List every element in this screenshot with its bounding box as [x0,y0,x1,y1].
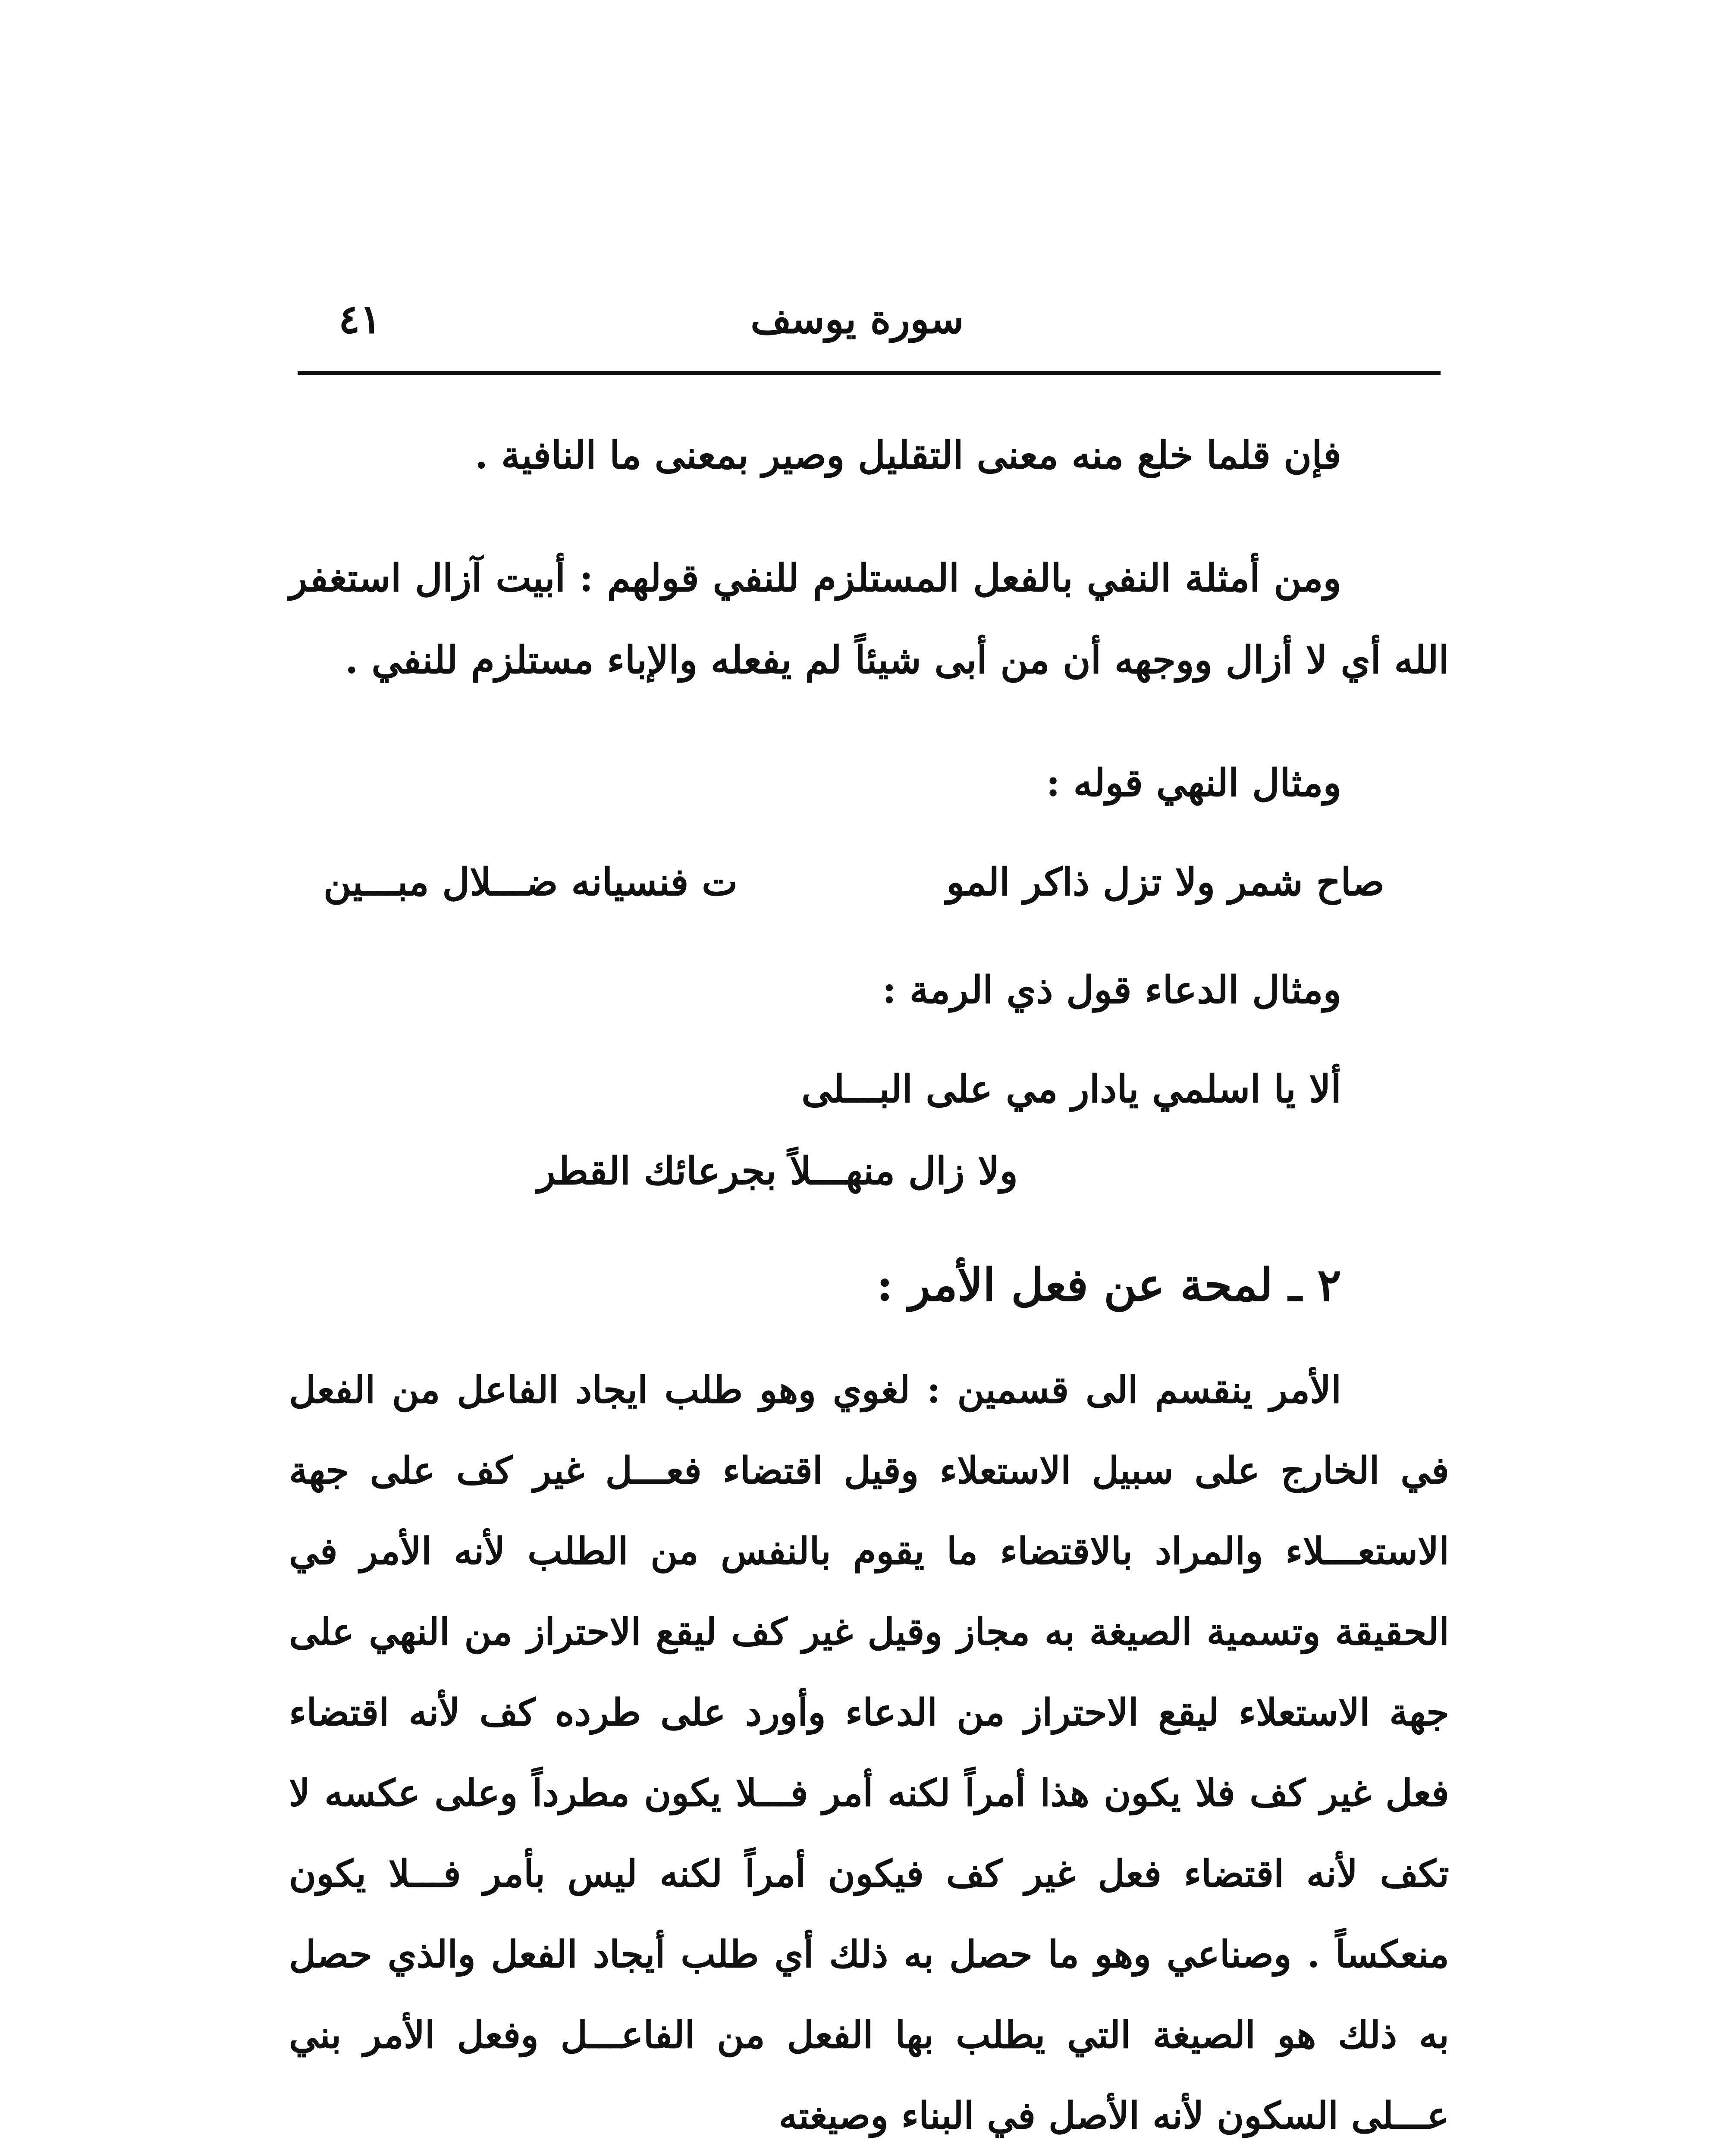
paragraph-1: فإن قلما خلع منه معنى التقليل وصير بمعنى ما النافية . [474,432,1341,477]
page-number: ٤١ [339,296,381,342]
paragraph-4: ومثال الدعاء قول ذي الرمة : [882,967,1341,1012]
page-header [298,280,1441,379]
running-title: سورة يوسف [750,296,964,342]
verse-1-second-hemistich: ت فنسيانه ضـــلال مبـــين [323,859,738,904]
paragraph-2: ومن أمثلة النفي بالفعل المستلزم للنفي قولهم : أبيت آزال استغفر الله أي لا أزال ووجهه أن من أبى شيئاً لم يفعله والإباء مستلزم للنفي . [289,555,1449,682]
paragraph-3: ومثال النهي قوله : [1046,760,1341,805]
section-heading: ٢ ـ لمحة عن فعل الأمر : [876,1258,1341,1311]
page-content [289,401,1449,2156]
verse-1-first-hemistich: صاح شمر ولا تزل ذاكر المو [946,859,1384,904]
header-rule [298,371,1441,375]
verse-2-second-hemistich: ولا زال منهـــلاً بجرعائك القطر [537,1148,1018,1193]
verse-1 [289,841,1449,923]
verse-2-first-hemistich: ألا يا اسلمي يادار مي على البـــلى [801,1066,1341,1111]
paragraph-5: الأمر ينقسم الى قسمين : لغوي وهو طلب ايجاد الفاعل من الفعل في الخارج على سبيل الاستعلاء وقيل اقتضاء فعـــل غير كف على جهة الاستعـــلاء والمراد بالاقتضاء ما يقوم بالنفس من الطلب لأنه الأمر في الحقيقة وتسمية الصيغة به مجاز وقيل غير كف ليقع الاحتراز من النهي على جهة الاستعلاء ليقع الاحتراز من الدعاء وأورد على طرده كف لأنه اقتضاء فعل غير كف فلا يكون هذا أمراً لكنه أمر فـــلا يكون مطرداً وعلى عكسه لا تكف لأنه اقتضاء فعل غير كف فيكون أمراً لكنه ليس بأمر فـــلا يكون منعكساً . وصناعي وهو ما حصل به ذلك أي طلب أيجاد الفعل والذي حصل به ذلك هو الصيغة التي يطلب بها الفعل من الفاعـــل وفعل الأمر بني عـــلى السكون لأنه الأصل في البناء وصيغته [289,1368,1449,2137]
